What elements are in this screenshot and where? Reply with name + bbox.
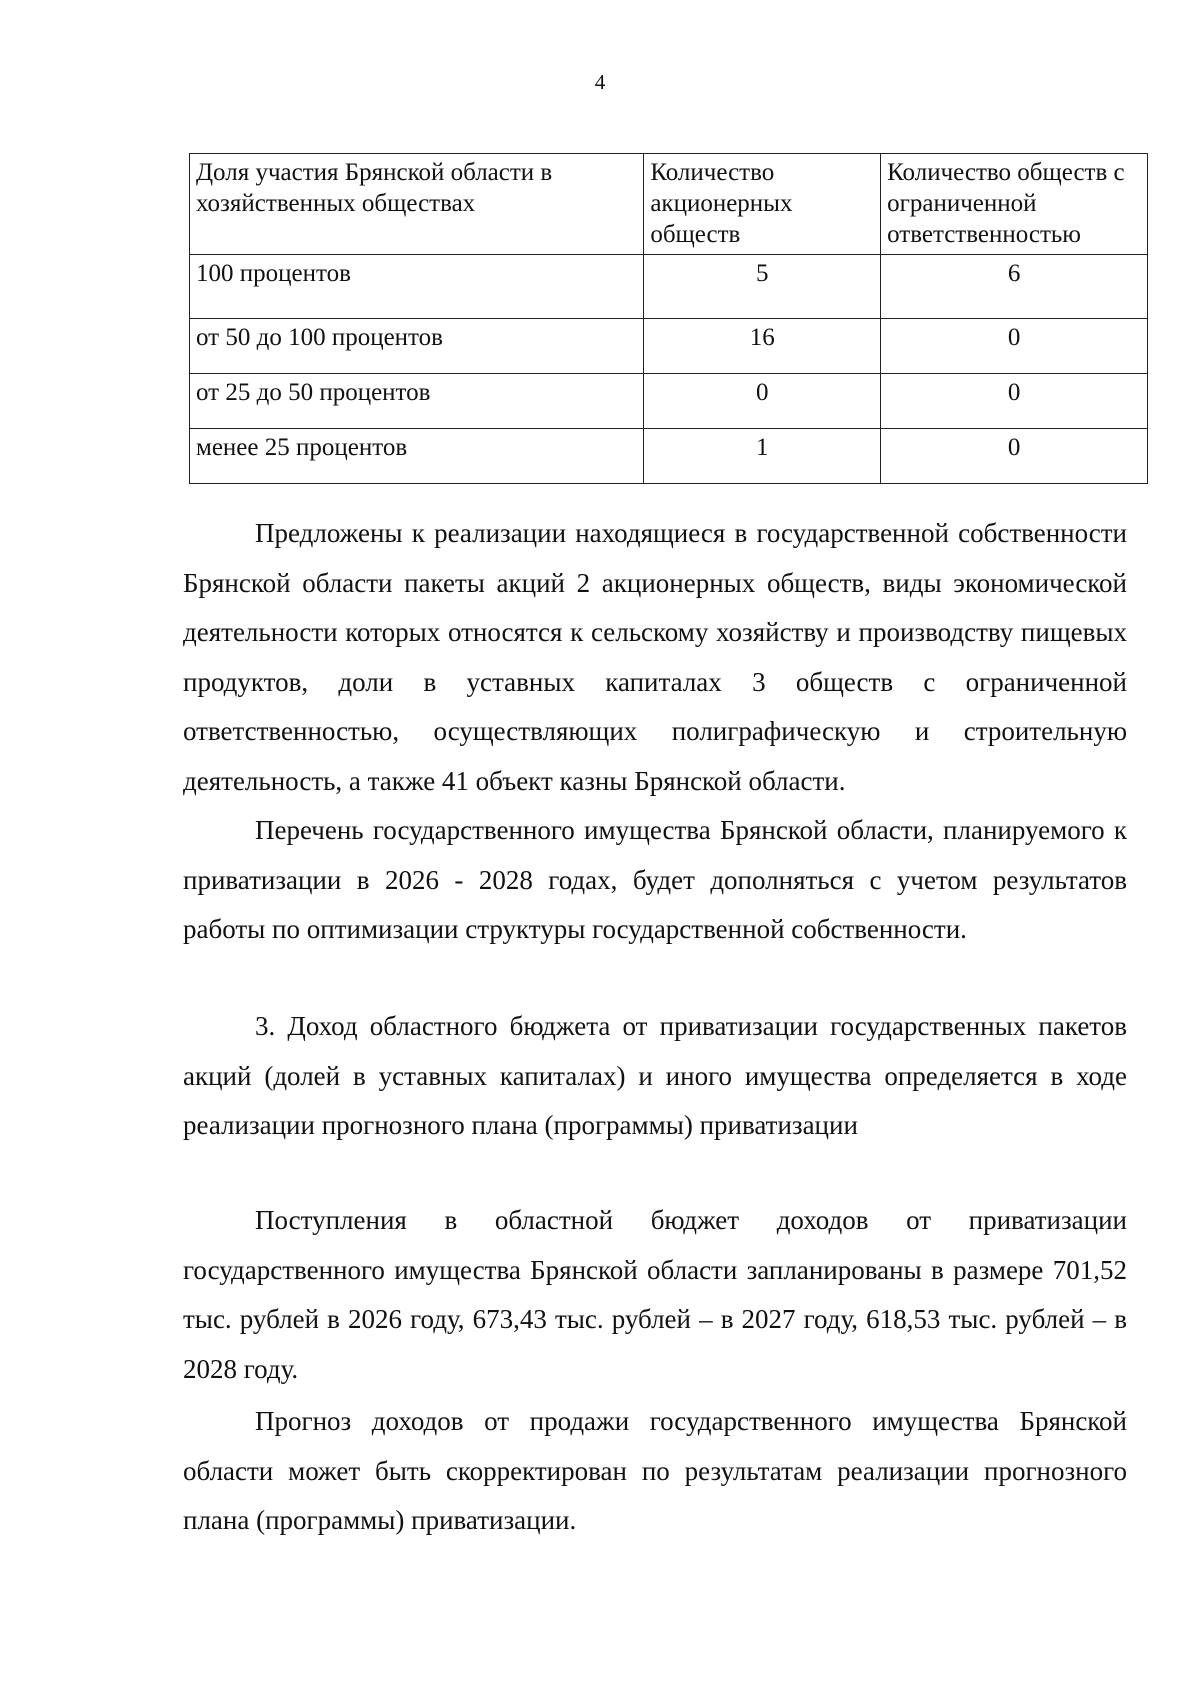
header-cell-llc-count: Количество обществ с ограниченной ответственностью xyxy=(881,154,1148,255)
header-cell-joint-stock-count: Количество акционерных обществ xyxy=(644,154,881,255)
row-llc-count: 0 xyxy=(881,374,1148,429)
paragraph-text: Предложены к реализации находящиеся в государственной собственности Брянской области пакеты акций 2 акционерных обществ, виды экономической деятельности которых относятся к сельскому хозяйству и производству пищевых продуктов, доли в уставных капиталах 3 обществ с ограниченной ответственностью, осуществляющих полиграфическую и строительную деятельность, а также 41 объект казны Брянской области. xyxy=(183,518,1127,796)
paragraph-sale-proposal xyxy=(183,509,1127,806)
row-joint-stock-count: 16 xyxy=(644,319,881,374)
row-share-label: от 50 до 100 процентов xyxy=(190,319,644,374)
row-joint-stock-count: 0 xyxy=(644,374,881,429)
table-row xyxy=(190,429,1148,484)
table-row xyxy=(190,255,1148,319)
paragraph-forecast-adjustment xyxy=(183,1397,1127,1546)
row-llc-count: 6 xyxy=(881,255,1148,319)
header-cell-share: Доля участия Брянской области в хозяйственных обществах xyxy=(190,154,644,255)
row-llc-count: 0 xyxy=(881,429,1148,484)
paragraph-budget-income xyxy=(183,1002,1127,1151)
paragraph-property-list xyxy=(183,806,1127,955)
row-llc-count: 0 xyxy=(881,319,1148,374)
paragraph-text: Поступления в областной бюджет доходов от приватизации государственного имущества Брянской области запланированы в размере 701,52 тыс. рублей в 2026 году, 673,43 тыс. рублей – в 2027 году, 618,53 тыс. рублей – в 2028 году. xyxy=(183,1205,1127,1384)
paragraph-planned-revenue xyxy=(183,1196,1127,1394)
paragraph-text: Перечень государственного имущества Брянской области, планируемого к приватизации в 2026 - 2028 годах, будет дополняться с учетом результатов работы по оптимизации структуры государственной собственности. xyxy=(183,815,1127,944)
row-joint-stock-count: 1 xyxy=(644,429,881,484)
page-number: 4 xyxy=(594,70,606,94)
participation-table xyxy=(189,153,1148,484)
paragraph-text: Прогноз доходов от продажи государственного имущества Брянской области может быть скорректирован по результатам реализации прогнозного плана (программы) приватизации. xyxy=(183,1406,1127,1535)
row-joint-stock-count: 5 xyxy=(644,255,881,319)
table-row xyxy=(190,319,1148,374)
paragraph-text: 3. Доход областного бюджета от приватизации государственных пакетов акций (долей в уставных капиталах) и иного имущества определяется в ходе реализации прогнозного плана (программы) приватизации xyxy=(183,1011,1127,1140)
table-row xyxy=(190,374,1148,429)
row-share-label: от 25 до 50 процентов xyxy=(190,374,644,429)
row-share-label: менее 25 процентов xyxy=(190,429,644,484)
table-header-row xyxy=(190,154,1148,255)
row-share-label: 100 процентов xyxy=(190,255,644,319)
